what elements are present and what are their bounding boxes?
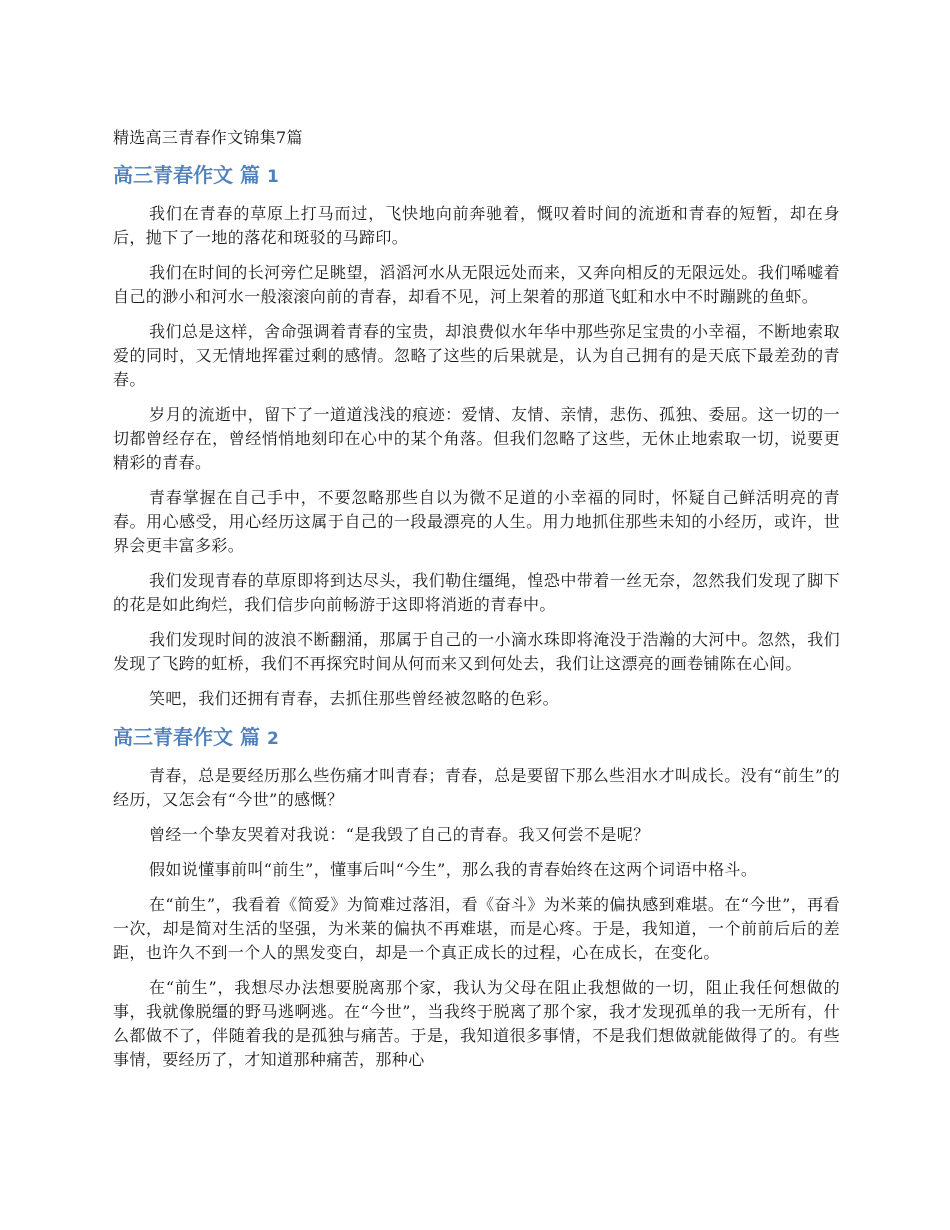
- paragraph: 我们发现时间的波浪不断翻涌，那属于自己的一小滴水珠即将淹没于浩瀚的大河中。忽然，我们发现了飞跨的虹桥，我们不再探究时间从何而来又到何处去，我们让这漂亮的画卷铺陈在心间。: [113, 630, 840, 673]
- paragraph: 在“前生”，我想尽办法想要脱离那个家，我认为父母在阻止我想做的一切，阻止我任何想做的事，我就像脱缰的野马逃啊逃。在“今世”，当我终于脱离了那个家，我才发现孤单的我一无所有，什么都做不了，伴随着我的是孤独与痛苦。于是，我知道很多事情，不是我们想做就能做得了的。有些事情，要经历了，才知道那种痛苦，那种心: [113, 978, 840, 1069]
- section-heading-text: 高三青春作文: [113, 163, 233, 187]
- section-2: [113, 722, 840, 1072]
- section-heading-number: 1: [266, 167, 279, 187]
- section-heading-text: 高三青春作文: [113, 725, 233, 749]
- paragraph: 青春掌握在自己手中，不要忽略那些自以为微不足道的小幸福的同时，怀疑自己鲜活明亮的青春。用心感受，用心经历这属于自己的一段最漂亮的人生。用力地抓住那些未知的小经历，或许，世界会更丰富多彩。: [113, 488, 840, 555]
- paragraph: 我们在青春的草原上打马而过，飞快地向前奔驰着，慨叹着时间的流逝和青春的短暂，却在身后，抛下了一地的落花和斑驳的马蹄印。: [113, 204, 840, 247]
- paragraph: 我们总是这样，舍命强调着青春的宝贵，却浪费似水年华中那些弥足宝贵的小幸福，不断地索取爱的同时，又无情地挥霍过剩的感情。忽略了这些的后果就是，认为自己拥有的是天底下最差劲的青春。: [113, 322, 840, 389]
- section-heading-suffix: 篇: [239, 725, 260, 749]
- paragraph: 曾经一个挚友哭着对我说：“是我毁了自己的青春。我又何尝不是呢？: [149, 825, 650, 844]
- paragraph: 青春，总是要经历那么些伤痛才叫青春；青春，总是要留下那么些泪水才叫成长。没有“前生”的经历，又怎会有“今世”的感慨？: [113, 766, 840, 809]
- paragraph: 我们发现青春的草原即将到达尽头，我们勒住缰绳，惶恐中带着一丝无奈，忽然我们发现了脚下的花是如此绚烂，我们信步向前畅游于这即将消逝的青春中。: [113, 571, 840, 614]
- section-heading: [113, 722, 840, 754]
- paragraph: 在“前生”，我看着《简爱》为简难过落泪，看《奋斗》为米莱的偏执感到难堪。在“今世”，再看一次，却是简对生活的坚强，为米莱的偏执不再难堪，而是心疼。于是，我知道，一个前前后后的差距，也许久不到一个人的黑发变白，却是一个真正成长的过程，心在成长，在变化。: [113, 895, 840, 962]
- document-page: [113, 124, 840, 1083]
- paragraph: 假如说懂事前叫“前生”，懂事后叫“今生”，那么我的青春始终在这两个词语中格斗。: [149, 860, 758, 879]
- section-heading-suffix: 篇: [239, 163, 260, 187]
- paragraph: 岁月的流逝中，留下了一道道浅浅的痕迹：爱情、友情、亲情，悲伤、孤独、委屈。这一切的一切都曾经存在，曾经悄悄地刻印在心中的某个角落。但我们忽略了这些，无休止地索取一切，说要更精彩的青春。: [113, 405, 840, 472]
- section-heading-number: 2: [266, 729, 279, 749]
- paragraph: 我们在时间的长河旁伫足眺望，滔滔河水从无限远处而来，又奔向相反的无限远处。我们唏嘘着自己的渺小和河水一般滚滚向前的青春，却看不见，河上架着的那道飞虹和水中不时蹦跳的鱼虾。: [113, 263, 840, 306]
- section-heading: [113, 160, 840, 192]
- section-1: [113, 160, 840, 711]
- document-title: 精选高三青春作文锦集7篇: [113, 128, 303, 147]
- paragraph: 笑吧，我们还拥有青春，去抓住那些曾经被忽略的色彩。: [149, 689, 560, 708]
